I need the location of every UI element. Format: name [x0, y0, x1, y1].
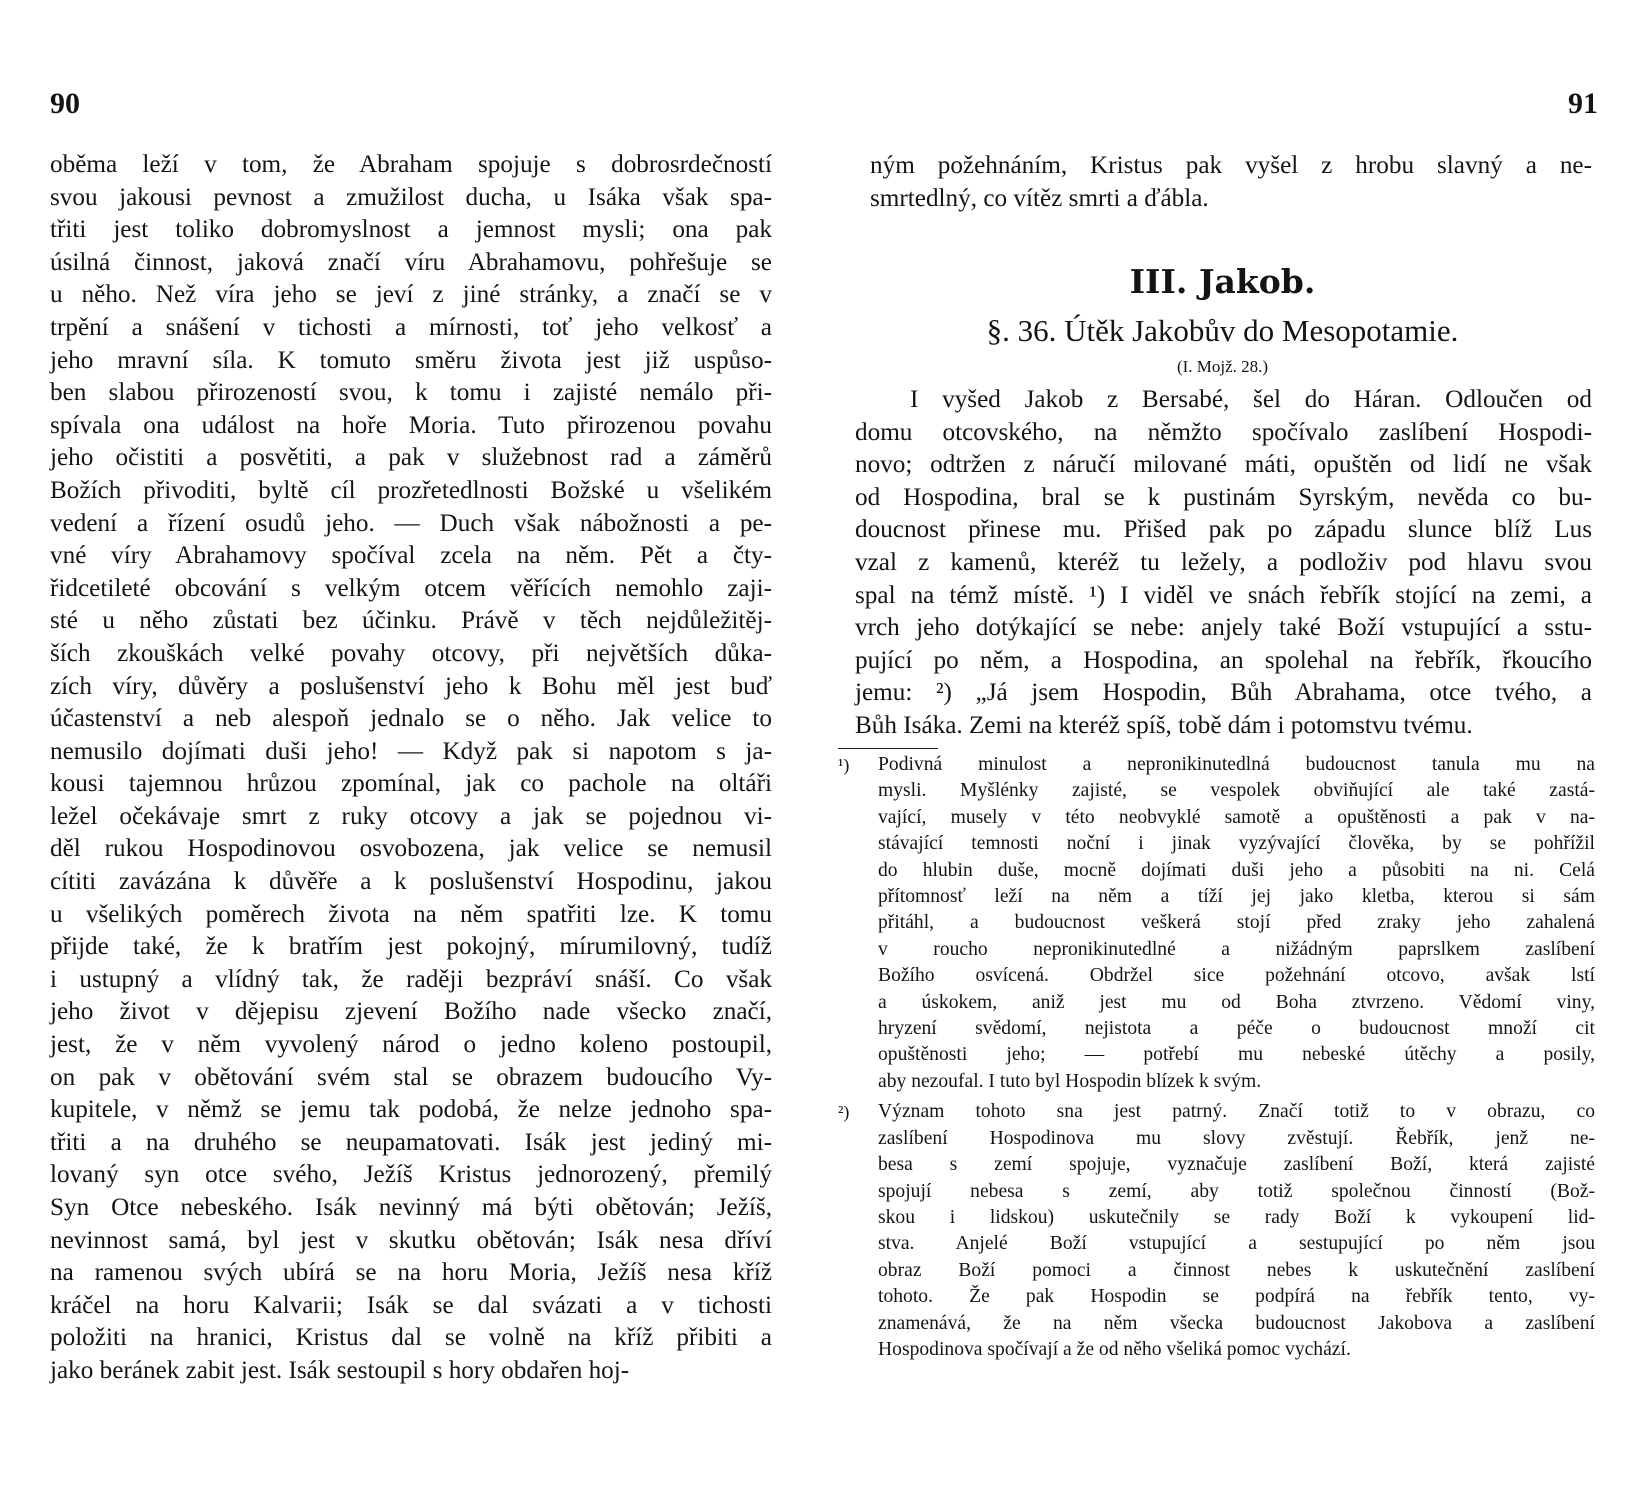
text-line: děl rukou Hospodinovou osvobozena, jak velice se nemusil	[50, 835, 772, 863]
text-line: trpění a snášení v tichosti a mírnosti, toť jeho velkosť a	[50, 313, 772, 341]
text-line: jeho mravní síla. K tomuto směru života jest již uspůso-	[50, 346, 772, 374]
text-line: ležel očekávaje smrt z ruky otcovy a jak se pojednou vi-	[50, 802, 772, 830]
footnotes	[838, 752, 1595, 1363]
footnote-line: mysli. Myšlénky zajisté, se vespolek obviňující ale také zastá-	[878, 780, 1595, 802]
text-line: doucnost přinese mu. Přišed pak po západu slunce blíž Lus	[855, 516, 1592, 544]
footnote-line: skou i lidskou) uskutečnily se rady Boží k vykoupení lid-	[878, 1206, 1595, 1228]
text-line: spal na témž místě. ¹) I viděl ve snách řebřík stojící na zemi, a	[855, 581, 1592, 609]
body-text	[50, 149, 772, 1388]
text-line: vzal z kamenů, kteréž tu ležely, a podloživ pod hlavu svou	[855, 548, 1592, 576]
text-line: pující po něm, a Hospodina, an spolehal na řebřík, řkoucího	[855, 646, 1592, 674]
text-line: smrtedlný, co vítěz smrti a ďábla.	[870, 184, 1209, 212]
footnote-line: znamenává, že na něm všecka budoucnost Jakobova a zaslíbení	[878, 1312, 1595, 1334]
text-line: přijde také, že k bratřím jest pokojný, mírumilovný, tudíž	[50, 933, 772, 961]
footnote-line: aby nezoufal. I tuto byl Hospodin blízek k svým.	[878, 1070, 1262, 1092]
footnote-line: stva. Anjelé Boží vstupující a sestupující po něm jsou	[878, 1233, 1595, 1255]
continuation-text	[870, 150, 1592, 215]
text-line: jeho očistiti a posvětiti, a pak v služebnost rad a záměrů	[50, 444, 772, 472]
text-line: od Hospodina, bral se k pustinám Syrským, nevěda co bu-	[855, 483, 1592, 511]
footnote-line: vající, musely v této neobvyklé samotě a opuštěnosti a pak v na-	[878, 806, 1595, 828]
footnote-line: stávající temnosti noční i jinak vyzývající člověka, by se pohřížil	[878, 833, 1595, 855]
text-line: jako beránek zabit jest. Isák sestoupil s hory obdařen hoj-	[50, 1356, 630, 1384]
text-line: účastenství a neb alespoň jednalo se o něho. Jak velice to	[50, 705, 772, 733]
footnote-line: v roucho nepronikinutedlné a nižádným paprslkem zaslíbení	[878, 938, 1595, 960]
text-line: nevinnost samá, byl jest v skutku obětován; Isák nesa dříví	[50, 1226, 772, 1254]
footnote-line: Podivná minulost a nepronikinutedlná budoucnost tanula mu na	[878, 754, 1595, 775]
text-line: ným požehnáním, Kristus pak vyšel z hrobu slavný a ne-	[870, 152, 1592, 179]
text-line: jeho život v dějepisu zjevení Božího nade všecko značí,	[50, 998, 772, 1026]
footnote-line: do hlubin duše, mocně dojímati duši jeho a působiti na ni. Celá	[878, 859, 1595, 881]
footnote-line: tohoto. Že pak Hospodin se podpírá na řebřík tento, vy-	[878, 1286, 1595, 1308]
footnote-line: zaslíbení Hospodinova mu slovy zvěstují. Řebřík, jenž ne-	[878, 1127, 1595, 1149]
text-line: svou jakousi pevnost a zmužilost ducha, u Isáka však spa-	[50, 183, 772, 211]
text-line: spívala ona událost na hoře Moria. Tuto přirozenou povahu	[50, 411, 772, 439]
text-line: u něho. Než víra jeho se jeví z jiné stránky, a značí se v	[50, 281, 772, 309]
right-page	[815, 0, 1630, 1500]
text-line: vné víry Abrahamovy spočíval zcela na něm. Pět a čty-	[50, 542, 772, 570]
footnote-line: spojují nebesa s zemí, aby totiž společnou činností (Bož-	[878, 1180, 1595, 1202]
text-line: kráčel na horu Kalvarii; Isák se dal svázati a v tichosti	[50, 1291, 772, 1319]
text-line: třiti jest toliko dobromyslnost a jemnost mysli; ona pak	[50, 216, 772, 244]
text-line: oběma leží v tom, že Abraham spojuje s dobrosrdečností	[50, 151, 772, 178]
footnote-line: obraz Boží pomoci a činnost nebes k uskutečnění zaslíbení	[878, 1259, 1595, 1281]
text-line: třiti a na druhého se neupamatovati. Isák jest jediný mi-	[50, 1128, 772, 1156]
text-line: I vyšed Jakob z Bersabé, šel do Háran. Odloučen od	[910, 386, 1592, 413]
text-line: lovaný syn otce svého, Ježíš Kristus jednorozený, přemilý	[50, 1161, 772, 1189]
text-line: nemusilo dojímati duši jeho! — Když pak si napotom s ja-	[50, 737, 772, 765]
text-line: úsilná činnost, jaková značí víru Abrahamovu, pohřešuje se	[50, 248, 772, 276]
page-number: 90	[50, 87, 80, 120]
text-line: ben slabou přirozeností svou, k tomu i zajisté nemálo při-	[50, 379, 772, 407]
footnote-marker: ²)	[838, 1102, 850, 1123]
text-line: kousi tajemnou hrůzou zpomínal, jak co pachole na oltáři	[50, 770, 772, 798]
footnote-line: besa s zemí spojuje, vyznačuje zaslíbení Boží, která zajisté	[878, 1154, 1595, 1176]
footnote-line: opuštěnosti jeho; — potřebí mu nebeské útěchy a posily,	[878, 1044, 1595, 1066]
footnote	[838, 1099, 1595, 1363]
text-line: kupitele, v němž se jemu tak podobá, že nelze jednoho spa-	[50, 1096, 772, 1124]
text-line: cítiti zavázána k důvěře a k poslušenství Hospodinu, jakou	[50, 868, 772, 896]
text-line: Bůh Isáka. Zemi na kteréž spíš, tobě dám i potomstvu tvému.	[855, 711, 1473, 739]
text-line: i ustupný a vlídný tak, že raději bezpráví snáší. Co však	[50, 965, 772, 993]
text-line: zích víry, důvěry a poslušenství jeho k Bohu měl jest buď	[50, 672, 772, 700]
section-heading: §. 36. Útěk Jakobův do Mesopotamie.	[986, 313, 1459, 348]
text-line: Syn Otce nebeského. Isák nevinný má býti obětován; Ježíš,	[50, 1194, 772, 1221]
section-title: III. Jakob.	[1129, 262, 1316, 301]
footnote-marker: ¹)	[838, 755, 850, 775]
footnote-line: přítomnosť leží na něm a tíží jej jako kletba, kterou si sám	[878, 886, 1595, 908]
footnote-line: Hospodinova spočívají a že od něho všeliká pomoc vychází.	[878, 1338, 1351, 1360]
text-line: novo; odtržen z náručí milované máti, opuštěn od lidí ne však	[855, 451, 1592, 479]
text-line: jemu: ²) „Já jsem Hospodin, Bůh Abrahama, otce tvého, a	[855, 679, 1592, 707]
text-line: domu otcovského, na němžto spočívalo zaslíbení Hospodi-	[855, 418, 1592, 446]
page-number: 91	[1568, 87, 1598, 120]
section-body-text	[855, 384, 1592, 743]
text-line: vrch jeho dotýkající se nebe: anjely také Boží vstupující a sstu-	[855, 614, 1592, 642]
text-line: na ramenou svých ubírá se na horu Moria, Ježíš nesa kříž	[50, 1259, 772, 1287]
text-line: Božích přivoditi, byltě cíl prozřetedlnosti Božské u všelikém	[50, 476, 772, 504]
text-line: sté u něho zůstati bez účinku. Právě v těch nejdůležitěj-	[50, 607, 772, 635]
footnote-line: Božího osvícená. Obdržel sice požehnání otcovo, avšak lstí	[878, 965, 1595, 987]
footnote-rule	[838, 748, 938, 749]
footnote-line: přitáhl, a budoucnost veškerá stojí před zraky jeho zahalená	[878, 912, 1595, 934]
text-line: on pak v obětování svém stal se obrazem budoucího Vy-	[50, 1063, 772, 1091]
section-reference: (I. Mojž. 28.)	[1176, 357, 1269, 376]
footnote	[838, 752, 1595, 1095]
text-line: u všelikých poměrech života na něm spatřiti lze. K tomu	[50, 900, 772, 928]
text-line: položiti na hranici, Kristus dal se volně na kříž přibiti a	[50, 1324, 772, 1352]
text-line: ších zkouškách velké povahy otcovy, při největších důka-	[50, 639, 772, 667]
text-line: jest, že v něm vyvolený národ o jedno koleno postoupil,	[50, 1031, 772, 1059]
footnote-line: a úskokem, aniž jest mu od Boha ztvrzeno. Vědomí viny,	[878, 991, 1595, 1013]
text-line: řidcetileté obcování s velkým otcem věřících nemohlo zaji-	[50, 574, 772, 602]
footnote-line: hryzení svědomí, nejistota a péče o budoucnost množí cit	[878, 1018, 1595, 1040]
footnote-line: Význam tohoto sna jest patrný. Značí totiž to v obrazu, co	[878, 1101, 1595, 1123]
text-line: vedení a řízení osudů jeho. — Duch však nábožnosti a pe-	[50, 509, 772, 537]
